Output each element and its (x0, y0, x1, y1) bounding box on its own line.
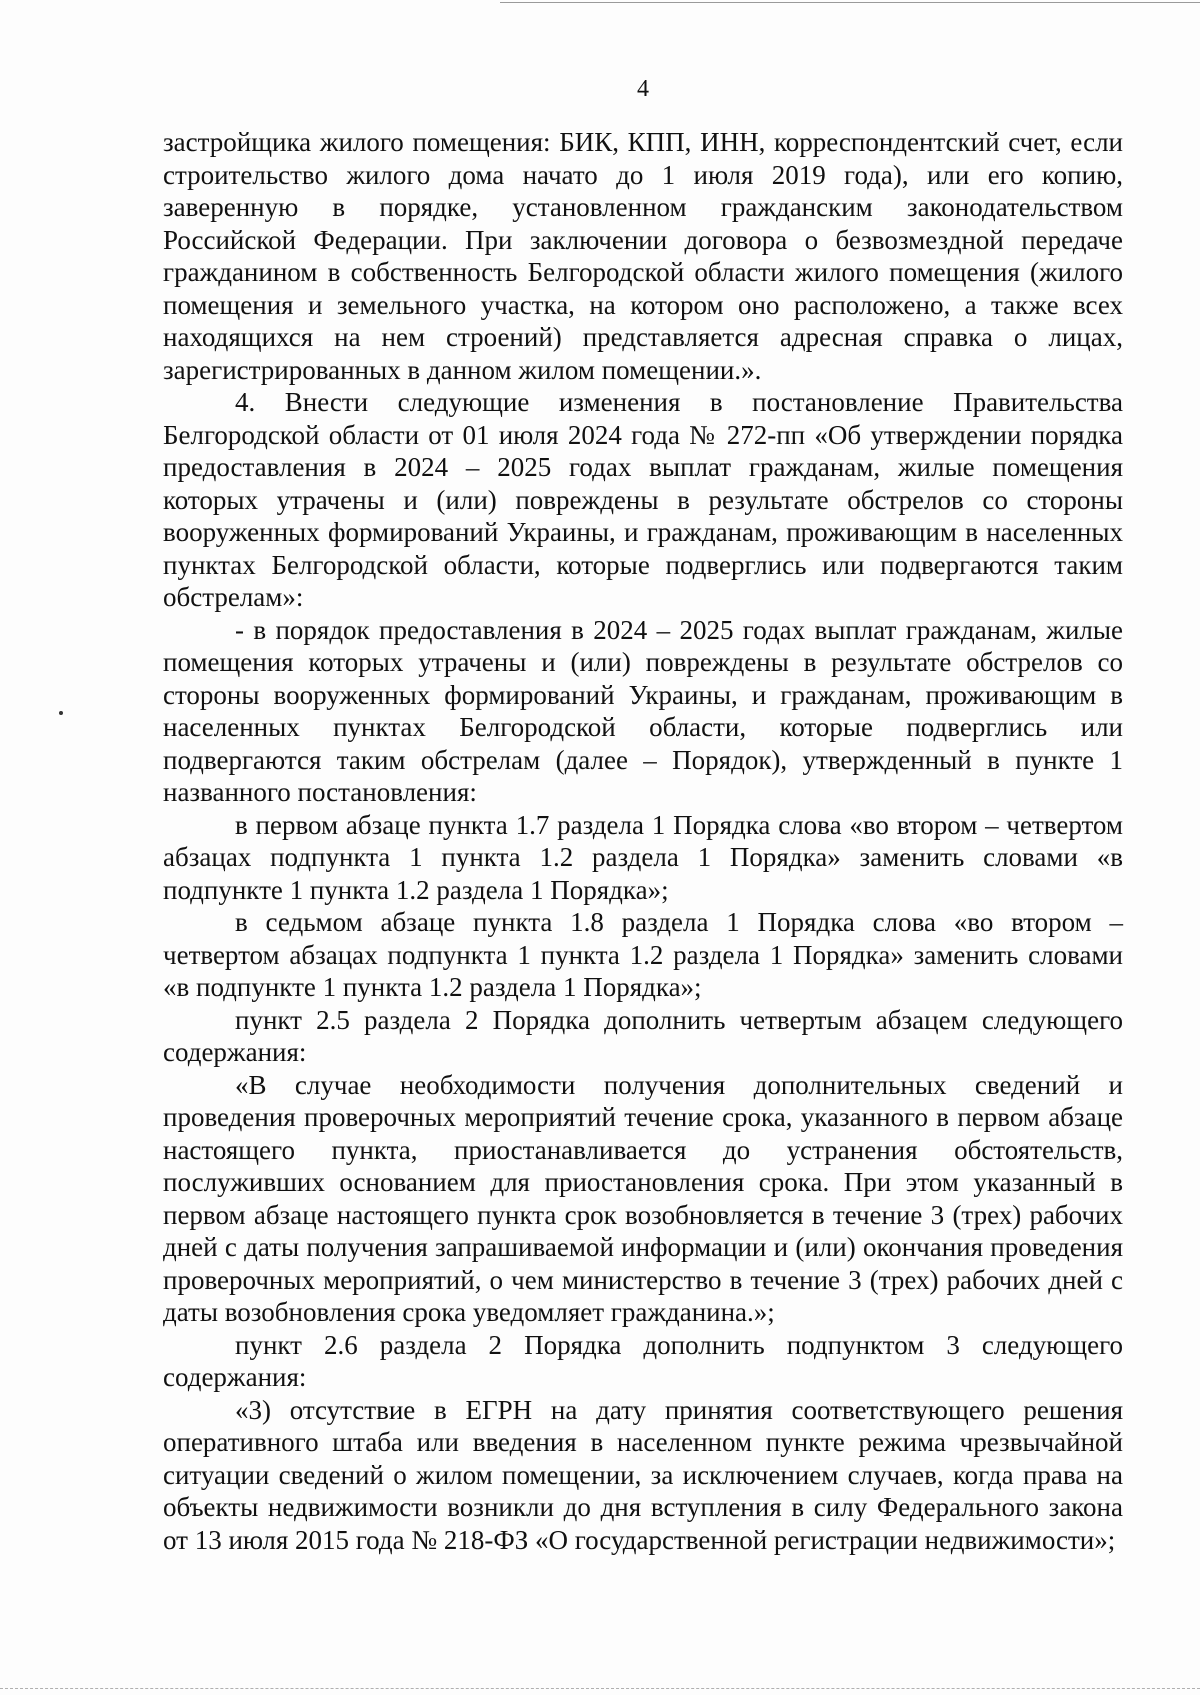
paragraph-continuation: застройщика жилого помещения: БИК, КПП, ИНН, корреспондентский счет, если строительство жилого дома начато до 1 июля 2019 года), или его копию, заверенную в порядке, установленном гражданским законодательством Российской Федерации. При заключении договора о безвозмездной передаче гражданином в собственность Белгородской области жилого помещения (жилого помещения и земельного участка, на котором оно расположено, а также всех находящихся на нем строений) представляется адресная справка о лицах, зарегистрированных в данном жилом помещении.». (163, 127, 1123, 385)
scan-edge-line-top (500, 2, 1200, 3)
paragraph-clause-2-5-text: «В случае необходимости получения дополнительных сведений и проведения проверочных мероприятий течение срока, указанного в первом абзаце настоящего пункта, приостанавливается до устранения обстоятельств, послуживших основанием для приостановления срока. При этом указанный в первом абзаце настоящего пункта срок возобновляется в течение 3 (трех) рабочих дней с даты получения запрашиваемой информации и (или) окончания проведения проверочных мероприятий, о чем министерство в течение 3 (трех) рабочих дней с даты возобновления срока уведомляет гражданина.»; (163, 1069, 1123, 1327)
scan-edge-line-bottom (0, 1688, 1200, 1689)
paragraph-clause-2-5: пункт 2.5 раздела 2 Порядка дополнить четвертым абзацем следующего содержания: (163, 1004, 1123, 1067)
paragraph-procedure-amendment: - в порядок предоставления в 2024 – 2025 годах выплат гражданам, жилые помещения которых утрачены и (или) повреждены в результате обстрелов со стороны вооруженных формирований Украины, и гражданам, проживающим в населенных пунктах Белгородской области, которые подверглись или подвергаются таким обстрелам (далее – Порядок), утвержденный в пункте 1 названного постановления: (163, 614, 1123, 807)
scan-artifact-dot (59, 711, 63, 715)
paragraph-clause-2-6: пункт 2.6 раздела 2 Порядка дополнить подпунктом 3 следующего содержания: (163, 1329, 1123, 1392)
paragraph-clause-1-7: в первом абзаце пункта 1.7 раздела 1 Порядка слова «во втором – четвертом абзацах подпункта 1 пункта 1.2 раздела 1 Порядка» заменить словами «в подпункте 1 пункта 1.2 раздела 1 Порядка»; (163, 809, 1123, 905)
document-body (163, 126, 1123, 1556)
paragraph-clause-1-8: в седьмом абзаце пункта 1.8 раздела 1 Порядка слова «во втором – четвертом абзацах подпункта 1 пункта 1.2 раздела 1 Порядка» заменить словами «в подпункте 1 пункта 1.2 раздела 1 Порядка»; (163, 907, 1123, 1002)
paragraph-item-4: 4. Внести следующие изменения в постановление Правительства Белгородской области от 01 июля 2024 года № 272-пп «Об утверждении порядка предоставления в 2024 – 2025 годах выплат гражданам, жилые помещения которых утрачены и (или) повреждены в результате обстрелов со стороны вооруженных формирований Украины, и гражданам, проживающим в населенных пунктах Белгородской области, которые подверглись или подвергаются таким обстрелам»: (163, 387, 1123, 612)
paragraph-clause-2-6-text: «3) отсутствие в ЕГРН на дату принятия соответствующего решения оперативного штаба или введения в населенном пункте режима чрезвычайной ситуации сведений о жилом помещении, за исключением случаев, когда права на объекты недвижимости возникли до дня вступления в силу Федерального закона от 13 июля 2015 года № 218-ФЗ «О государственной регистрации недвижимости»; (163, 1394, 1123, 1555)
page-number: 4 (637, 76, 649, 102)
